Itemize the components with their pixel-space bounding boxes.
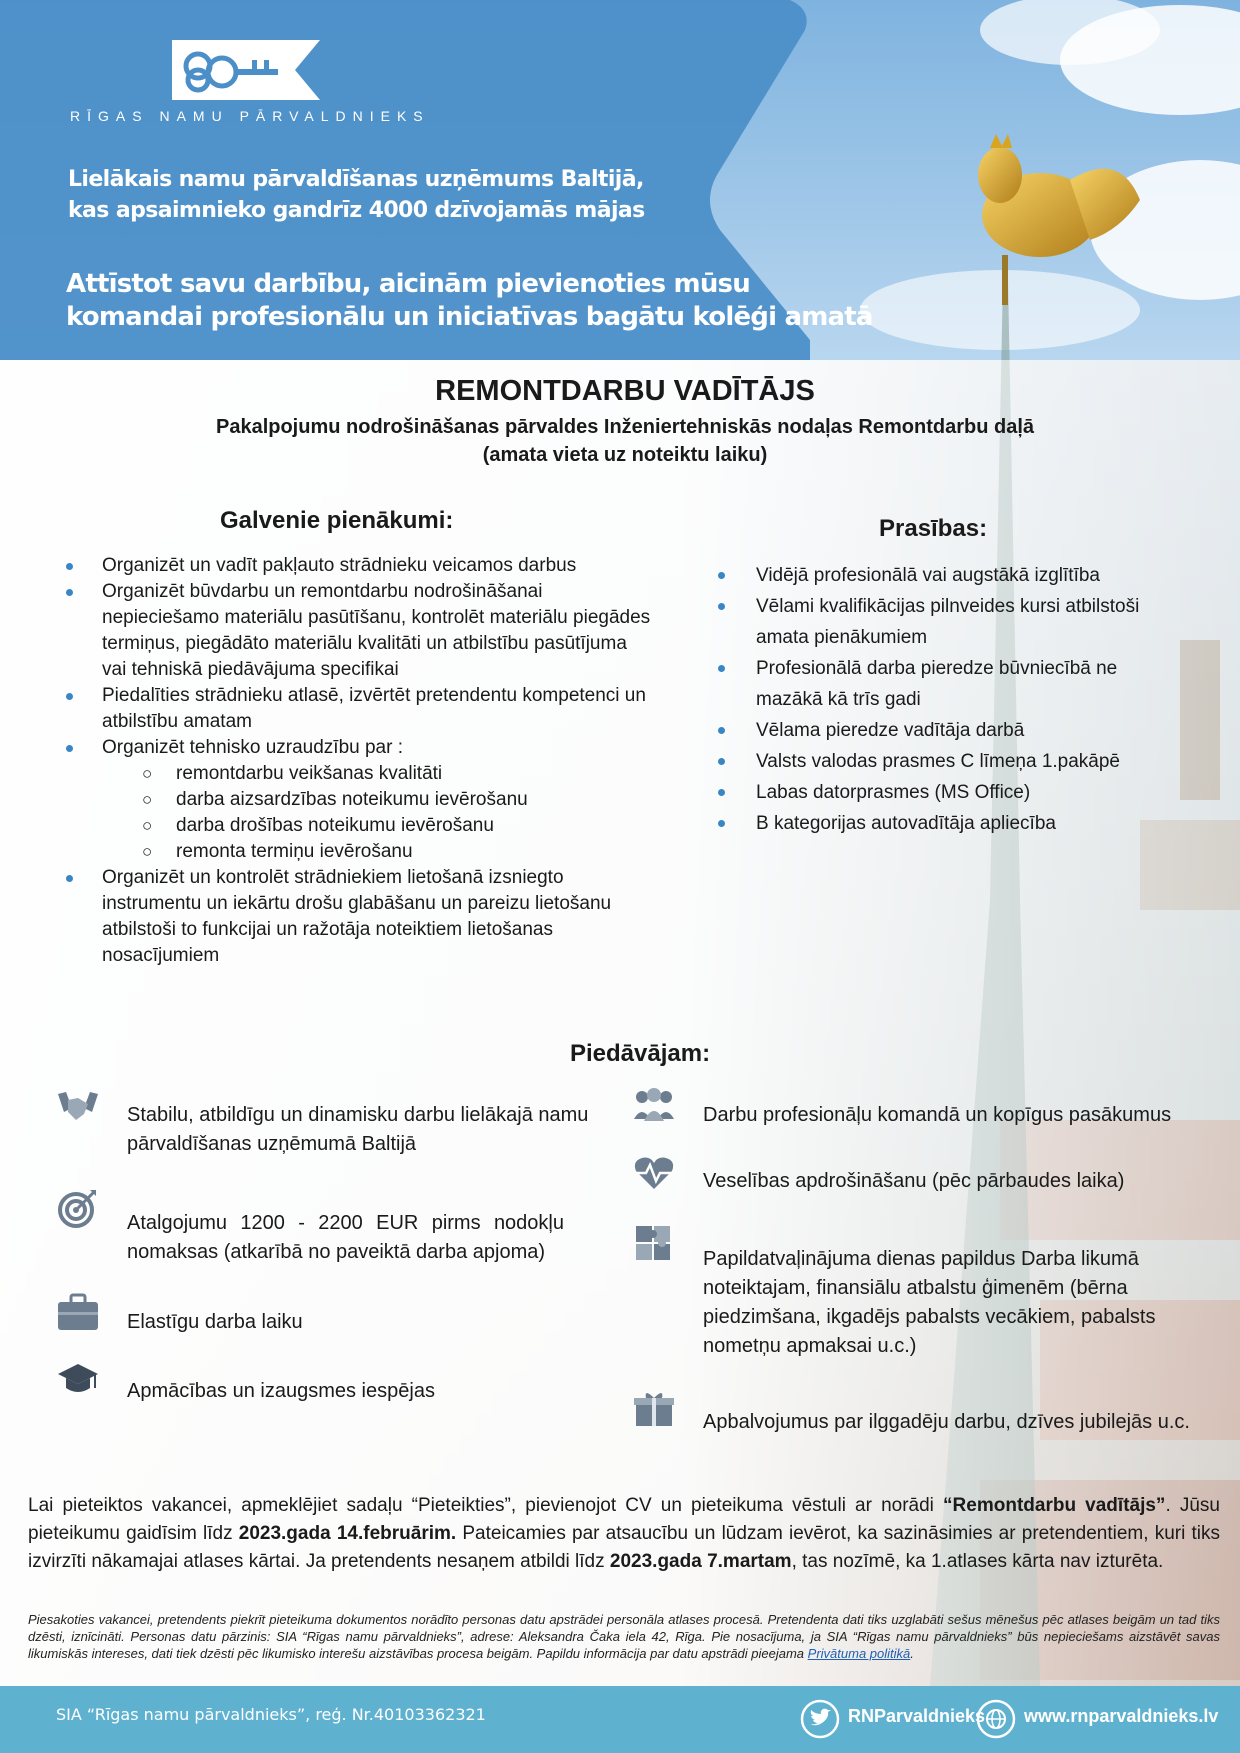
list-item: Organizēt un kontrolēt strādniekiem lietošanā izsniegto instrumentu un iekārtu drošu glabāšanu un pareizu lietošanu atbilstoši to funkcijai un ražotāja noteiktiem lietošanas nosacījumiem [66,865,656,969]
bullet-icon [718,572,725,579]
requirements-heading: Prasības: [879,515,988,542]
footer-company: SIA “Rīgas namu pārvaldnieks”, reģ. Nr.40103362321 [56,1705,486,1724]
privacy-policy-link[interactable]: Privātuma politikā [807,1646,911,1661]
list-item: Piedalīties strādnieku atlasē, izvērtēt pretendentu kompetenci un atbilstību amatam [66,683,656,735]
offer-text: Apbalvojumus par ilggadēju darbu, dzīves jubilejās u.c. [703,1411,1190,1433]
subtitle-line: Pakalpojumu nodrošināšanas pārvaldes Inženiertehniskās nodaļas Remontdarbu daļā [215,416,1035,438]
sub-list-item: ○ darba drošības noteikumu ievērošanu [102,813,656,839]
bullet-icon [718,665,725,672]
graduation-cap-icon [56,1360,100,1400]
bullet-icon [66,563,73,570]
position-reference: “Remontdarbu vadītājs” [943,1495,1166,1516]
twitter-icon[interactable] [800,1699,840,1739]
duties-heading: Galvenie pienākumi: [220,507,454,534]
list-item: Profesionālā darba pieredze būvniecībā ne mazākā kā trīs gadi [718,653,1188,715]
bullet-icon [718,820,725,827]
list-item: Organizēt un vadīt pakļauto strādnieku veicamos darbus [66,553,656,579]
heart-pulse-icon [632,1153,676,1193]
list-item: Organizēt būvdarbu un remontdarbu nodrošināšanai nepieciešamo materiālu pasūtīšanu, kontrolēt materiālu piegādes termiņus, piegādāto materiālu kvalitāti un atbilstību pasūtījuma vai tehniskā piedāvājuma specifikai [66,579,656,683]
twitter-handle[interactable]: RNParvaldnieks [848,1706,986,1726]
list-item: Vēlami kvalifikācijas pilnveides kursi atbilstoši amata pienākumiem [718,591,1188,653]
position-subtitle [0,413,1240,469]
offer-text: Stabilu, atbildīgu un dinamisku darbu lielākajā namu pārvaldīšanas uzņēmumā Baltijā [127,1104,589,1155]
offer-text: Apmācības un izaugsmes iespējas [127,1380,435,1402]
bullet-icon [66,589,73,596]
circle-bullet-icon: ○ [142,764,153,783]
target-icon [56,1188,100,1228]
bullet-icon [718,727,725,734]
response-date: 2023.gada 7.martam [609,1551,792,1572]
sub-list-item: ○ remonta termiņu ievērošanu [102,839,656,865]
bullet-icon [66,693,73,700]
list-item: Vidējā profesionālā vai augstākā izglītība [718,560,1188,591]
offer-text: Darbu profesionāļu komandā un kopīgus pasākumus [703,1104,1172,1126]
requirements-list [718,560,1188,839]
sub-list-item: ○ darba aizsardzības noteikumu ievērošanu [102,787,656,813]
offer-text: Elastīgu darba laiku [127,1311,303,1333]
subtitle-line: (amata vieta uz noteiktu laiku) [482,444,768,466]
list-item: Vēlama pieredze vadītāja darbā [718,715,1188,746]
circle-bullet-icon: ○ [142,816,153,835]
globe-icon[interactable] [976,1699,1016,1739]
circle-bullet-icon: ○ [142,790,153,809]
position-title: REMONTDARBU VADĪTĀJS [435,375,815,407]
bullet-icon [66,745,73,752]
tagline-line: Lielākais namu pārvaldīšanas uzņēmums Baltijā, [68,167,644,192]
application-deadline: 2023.gada 14.februārim. [238,1523,457,1544]
sub-list-item: ○ remontdarbu veikšanas kvalitāti [102,761,656,787]
website-link[interactable]: www.rnparvaldnieks.lv [1024,1706,1219,1726]
invitation-text [66,268,873,334]
sub-list [102,761,656,865]
list-item: B kategorijas autovadītāja apliecība [718,808,1188,839]
application-instructions: Lai pieteiktos vakancei, apmeklējiet sadaļu “Pieteikties”, pievienojot CV un pieteikuma vēstuli ar norādi “Remontdarbu vadītājs”. Jūsu pieteikumu gaidīsim līdz 2023.gada 14.februārim. Pateicamies par atsaucību un lūdzam ievērot, ka sazināsimies ar pretendentiem, kuri tiks izvirzīti nākamajai atlases kārtai. Ja pretendents nesaņem atbildi līdz 2023.gada 7.martam, tas nozīmē, ka 1.atlases kārta nav izturēta. [28,1495,1220,1572]
bullet-icon [66,875,73,882]
offer-text: Veselības apdrošināšanu (pēc pārbaudes laika) [703,1170,1125,1192]
puzzle-icon [632,1222,676,1262]
list-item: Organizēt tehnisko uzraudzību par : ○ remontdarbu veikšanas kvalitāti ○ darba aizsardzības noteikumu ievērošanu ○ darba drošības noteikumu ievērošanu ○ remonta termiņu ievērošanu [66,735,656,865]
list-item: Valsts valodas prasmes C līmeņa 1.pakāpē [718,746,1188,777]
handshake-icon [56,1088,100,1128]
offer-text: Atalgojumu 1200 - 2200 EUR pirms nodokļu nomaksas (atkarībā no paveiktā darba apjoma) [127,1212,564,1263]
bullet-icon [718,758,725,765]
gift-icon [632,1388,676,1428]
tagline-line: kas apsaimnieko gandrīz 4000 dzīvojamās mājas [68,198,645,223]
duties-list [66,553,656,969]
offers-heading: Piedāvājam: [570,1040,711,1067]
company-tagline [68,164,645,226]
invite-line: komandai profesionālu un iniciatīvas bagātu kolēģi amatā [66,302,873,332]
bullet-icon [718,603,725,610]
invite-line: Attīstot savu darbību, aicinām pievienoties mūsu [66,269,750,299]
brand-name: RĪGAS NAMU PĀRVALDNIEKS [70,108,430,124]
offer-text: Papildatvaļinājuma dienas papildus Darba likumā noteiktajam, finansiālu atbalstu ģimenēm (bērna piedzimšana, ikgadējs pabalsts vecākiem, pabalsts nometņu apmaksai u.c.) [703,1248,1156,1357]
briefcase-icon [56,1292,100,1332]
team-icon [632,1085,676,1125]
bullet-icon [718,789,725,796]
circle-bullet-icon: ○ [142,842,153,861]
privacy-notice: Piesakoties vakancei, pretendents piekrīt pieteikuma dokumentos norādīto personas datu apstrādei personāla atlases procesā. Pretendenta dati tiks uzglabāti sešus mēnešus pēc atlases beigām un tad tiks dzēsti, iznīcināti. Personas datu pārzinis: SIA “Rīgas namu pārvaldnieks”, adrese: Aleksandra Čaka iela 42, Rīga. Pie nosacījuma, ja SIA “Rīgas namu pārvaldnieks” būs nepieciešams aizstāvēt savas likumiskās intereses, dati tiek dzēsti pēc likumisko interešu aizstāvības procesa beigām. Papildu informācija par datu apstrādi pieejama Privātuma politikā. [28,1612,1220,1661]
list-item: Labas datorprasmes (MS Office) [718,777,1188,808]
